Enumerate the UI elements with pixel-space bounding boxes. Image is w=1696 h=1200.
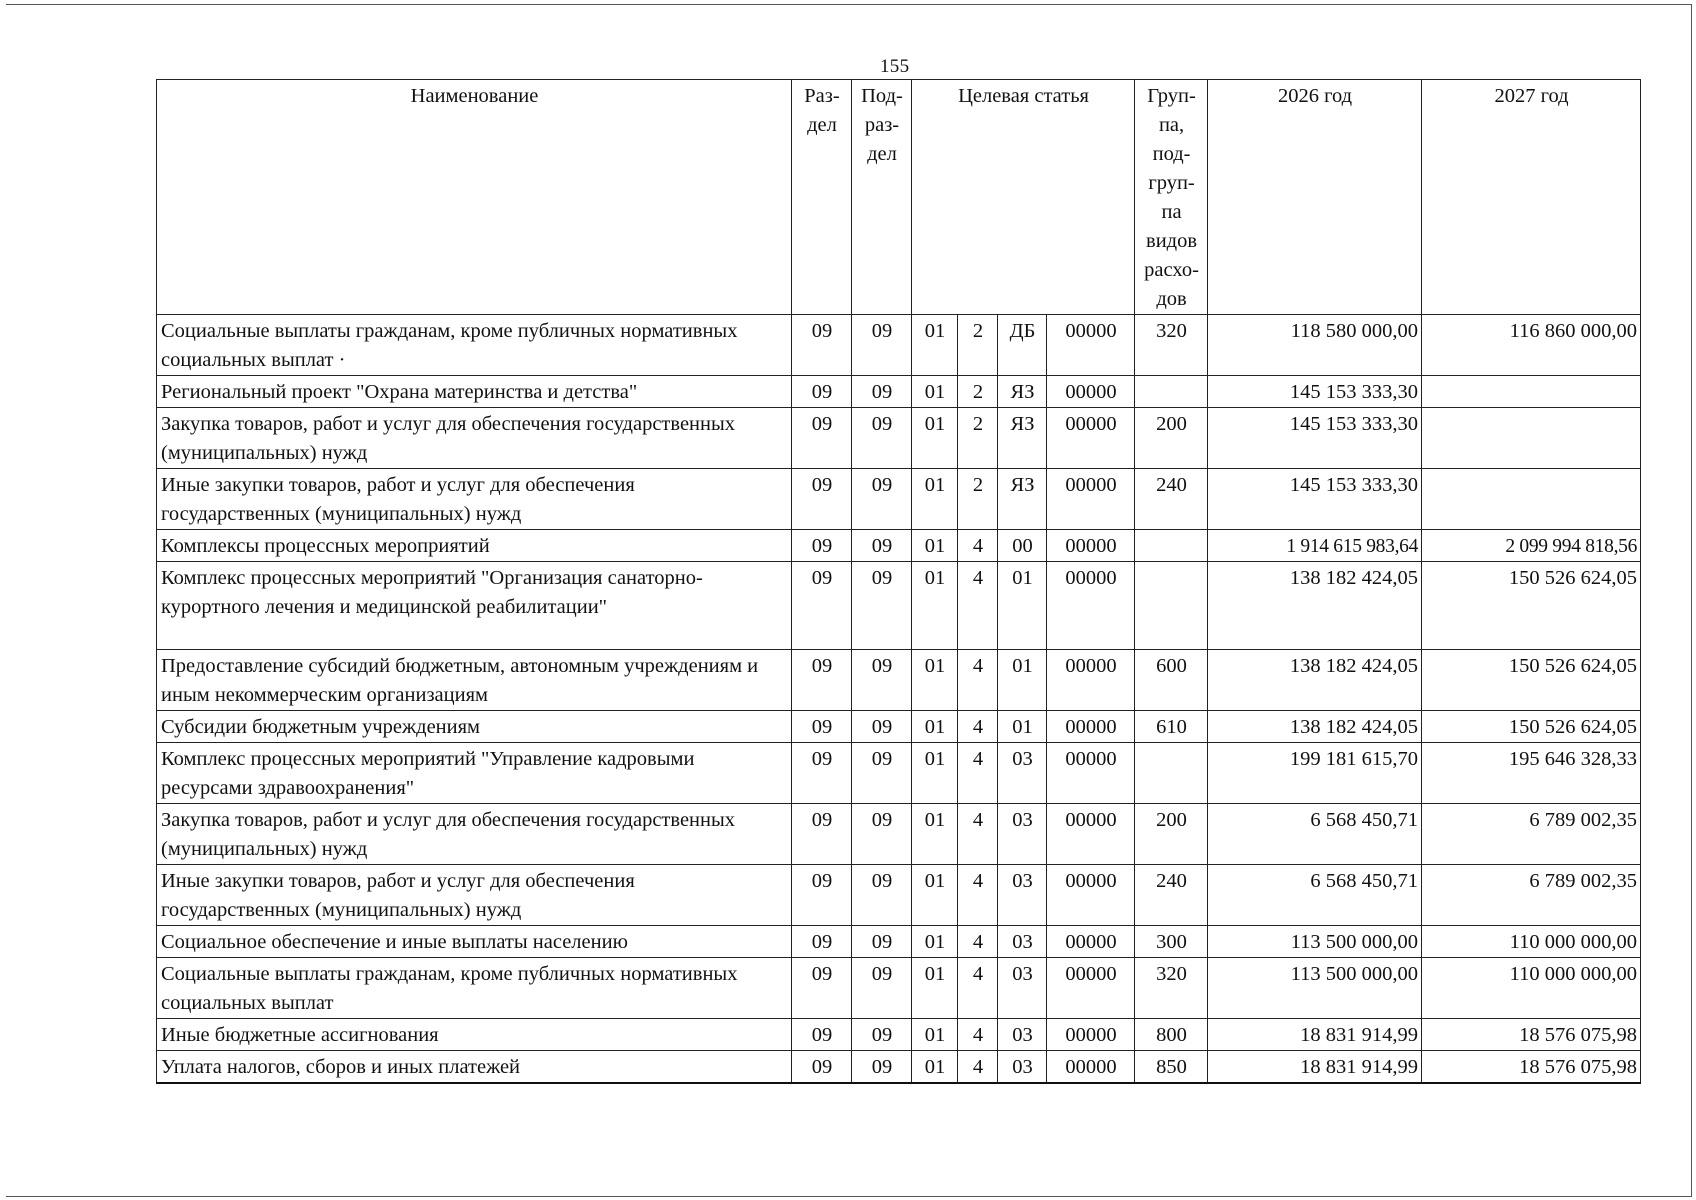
row-razdel: 09 (792, 530, 852, 562)
row-name: Региональный проект "Охрана материнства и детства" (157, 376, 792, 408)
table-row (157, 926, 1641, 958)
row-amount-2026: 18 831 914,99 (1208, 1019, 1422, 1051)
row-expense-group: 850 (1135, 1051, 1208, 1084)
row-podrazdel: 09 (852, 376, 912, 408)
row-amount-2026: 118 580 000,00 (1208, 315, 1422, 376)
row-cs-direction: 00000 (1047, 865, 1135, 926)
row-amount-2027: 18 576 075,98 (1422, 1051, 1641, 1084)
row-amount-2027: 150 526 624,05 (1422, 650, 1641, 711)
row-cs-direction: 00000 (1047, 530, 1135, 562)
row-cs-type: 4 (958, 711, 998, 743)
row-cs-project: 01 (998, 562, 1047, 650)
row-cs-project: 03 (998, 865, 1047, 926)
row-cs-type: 4 (958, 958, 998, 1019)
row-cs-program: 01 (912, 562, 958, 650)
row-razdel: 09 (792, 408, 852, 469)
row-podrazdel: 09 (852, 408, 912, 469)
header-razdel: Раз- дел (792, 80, 852, 315)
row-expense-group: 240 (1135, 469, 1208, 530)
row-amount-2026: 145 153 333,30 (1208, 376, 1422, 408)
table-row (157, 865, 1641, 926)
row-podrazdel: 09 (852, 926, 912, 958)
row-podrazdel: 09 (852, 1051, 912, 1084)
row-cs-program: 01 (912, 530, 958, 562)
table-row (157, 804, 1641, 865)
row-amount-2026: 138 182 424,05 (1208, 562, 1422, 650)
row-cs-type: 4 (958, 743, 998, 804)
table-row (157, 315, 1641, 376)
row-podrazdel: 09 (852, 469, 912, 530)
budget-table (156, 79, 1641, 1084)
row-podrazdel: 09 (852, 315, 912, 376)
row-name: Комплекс процессных мероприятий "Организация санаторно-курортного лечения и медицинской реабилитации" (157, 562, 792, 650)
table-row (157, 1051, 1641, 1084)
row-amount-2026: 6 568 450,71 (1208, 804, 1422, 865)
row-razdel: 09 (792, 804, 852, 865)
row-cs-direction: 00000 (1047, 743, 1135, 804)
row-amount-2027: 110 000 000,00 (1422, 958, 1641, 1019)
row-name: Комплексы процессных мероприятий (157, 530, 792, 562)
row-cs-project: ДБ (998, 315, 1047, 376)
row-podrazdel: 09 (852, 711, 912, 743)
row-cs-program: 01 (912, 1051, 958, 1084)
row-cs-type: 4 (958, 926, 998, 958)
row-cs-program: 01 (912, 865, 958, 926)
row-amount-2027: 2 099 994 818,56 (1422, 530, 1641, 562)
row-cs-direction: 00000 (1047, 1019, 1135, 1051)
row-razdel: 09 (792, 865, 852, 926)
row-amount-2027: 150 526 624,05 (1422, 711, 1641, 743)
table-row (157, 469, 1641, 530)
row-amount-2026: 113 500 000,00 (1208, 926, 1422, 958)
row-razdel: 09 (792, 650, 852, 711)
row-amount-2026: 18 831 914,99 (1208, 1051, 1422, 1084)
row-expense-group: 610 (1135, 711, 1208, 743)
row-name: Комплекс процессных мероприятий "Управление кадровыми ресурсами здравоохранения" (157, 743, 792, 804)
row-amount-2026: 113 500 000,00 (1208, 958, 1422, 1019)
row-razdel: 09 (792, 562, 852, 650)
row-expense-group: 600 (1135, 650, 1208, 711)
row-amount-2027: 150 526 624,05 (1422, 562, 1641, 650)
row-cs-type: 4 (958, 1019, 998, 1051)
row-name: Социальные выплаты гражданам, кроме публичных нормативных социальных выплат · (157, 315, 792, 376)
table-row (157, 958, 1641, 1019)
row-cs-type: 4 (958, 1051, 998, 1084)
row-razdel: 09 (792, 926, 852, 958)
row-amount-2027: 195 646 328,33 (1422, 743, 1641, 804)
row-amount-2027: 116 860 000,00 (1422, 315, 1641, 376)
row-cs-direction: 00000 (1047, 711, 1135, 743)
table-row (157, 376, 1641, 408)
row-razdel: 09 (792, 743, 852, 804)
row-cs-type: 4 (958, 865, 998, 926)
row-cs-project: 00 (998, 530, 1047, 562)
row-amount-2027 (1422, 376, 1641, 408)
row-cs-project: ЯЗ (998, 376, 1047, 408)
row-expense-group: 200 (1135, 804, 1208, 865)
row-cs-type: 4 (958, 650, 998, 711)
row-amount-2027 (1422, 469, 1641, 530)
row-cs-program: 01 (912, 650, 958, 711)
row-podrazdel: 09 (852, 530, 912, 562)
row-amount-2026: 6 568 450,71 (1208, 865, 1422, 926)
row-cs-project: 03 (998, 926, 1047, 958)
row-cs-direction: 00000 (1047, 926, 1135, 958)
row-cs-program: 01 (912, 469, 958, 530)
row-cs-direction: 00000 (1047, 469, 1135, 530)
row-expense-group: 300 (1135, 926, 1208, 958)
row-amount-2027: 6 789 002,35 (1422, 865, 1641, 926)
header-year-2027: 2027 год (1422, 80, 1641, 315)
row-cs-program: 01 (912, 408, 958, 469)
row-cs-type: 2 (958, 315, 998, 376)
row-amount-2026: 1 914 615 983,64 (1208, 530, 1422, 562)
row-name: Предоставление субсидий бюджетным, автономным учреждениям и иным некоммерческим организациям (157, 650, 792, 711)
row-cs-type: 4 (958, 562, 998, 650)
table-row (157, 1019, 1641, 1051)
row-razdel: 09 (792, 958, 852, 1019)
row-expense-group: 800 (1135, 1019, 1208, 1051)
row-name: Иные закупки товаров, работ и услуг для обеспечения государственных (муниципальных) нужд (157, 469, 792, 530)
row-podrazdel: 09 (852, 1019, 912, 1051)
row-amount-2026: 138 182 424,05 (1208, 711, 1422, 743)
row-cs-project: ЯЗ (998, 469, 1047, 530)
row-cs-program: 01 (912, 376, 958, 408)
header-target-article: Целевая статья (912, 80, 1135, 315)
row-cs-direction: 00000 (1047, 376, 1135, 408)
row-cs-program: 01 (912, 926, 958, 958)
row-name: Закупка товаров, работ и услуг для обеспечения государственных (муниципальных) нужд (157, 408, 792, 469)
row-cs-direction: 00000 (1047, 562, 1135, 650)
table-row (157, 743, 1641, 804)
row-expense-group (1135, 562, 1208, 650)
row-amount-2026: 145 153 333,30 (1208, 469, 1422, 530)
row-amount-2027: 110 000 000,00 (1422, 926, 1641, 958)
row-cs-program: 01 (912, 1019, 958, 1051)
row-razdel: 09 (792, 469, 852, 530)
row-podrazdel: 09 (852, 958, 912, 1019)
row-razdel: 09 (792, 1051, 852, 1084)
row-cs-type: 2 (958, 408, 998, 469)
row-cs-project: 03 (998, 1051, 1047, 1084)
row-podrazdel: 09 (852, 743, 912, 804)
table-row (157, 711, 1641, 743)
row-podrazdel: 09 (852, 804, 912, 865)
row-podrazdel: 09 (852, 562, 912, 650)
row-expense-group (1135, 376, 1208, 408)
row-cs-project: 03 (998, 804, 1047, 865)
row-amount-2027: 6 789 002,35 (1422, 804, 1641, 865)
row-expense-group: 240 (1135, 865, 1208, 926)
row-cs-program: 01 (912, 804, 958, 865)
row-cs-type: 4 (958, 530, 998, 562)
row-cs-type: 2 (958, 469, 998, 530)
row-name: Иные бюджетные ассигнования (157, 1019, 792, 1051)
row-cs-project: 01 (998, 650, 1047, 711)
row-cs-project: 03 (998, 958, 1047, 1019)
row-amount-2027: 18 576 075,98 (1422, 1019, 1641, 1051)
row-amount-2026: 138 182 424,05 (1208, 650, 1422, 711)
header-expense-group: Груп- па, под- груп- па видов расхо- дов (1135, 80, 1208, 315)
row-expense-group: 320 (1135, 958, 1208, 1019)
row-cs-program: 01 (912, 315, 958, 376)
table-row (157, 562, 1641, 650)
row-cs-direction: 00000 (1047, 804, 1135, 865)
header-podrazdel: Под- раз- дел (852, 80, 912, 315)
row-cs-program: 01 (912, 711, 958, 743)
row-cs-program: 01 (912, 743, 958, 804)
row-name: Субсидии бюджетным учреждениям (157, 711, 792, 743)
row-amount-2026: 145 153 333,30 (1208, 408, 1422, 469)
row-cs-direction: 00000 (1047, 408, 1135, 469)
header-year-2026: 2026 год (1208, 80, 1422, 315)
row-cs-direction: 00000 (1047, 1051, 1135, 1084)
row-razdel: 09 (792, 315, 852, 376)
row-cs-type: 2 (958, 376, 998, 408)
row-cs-project: ЯЗ (998, 408, 1047, 469)
header-name: Наименование (157, 80, 792, 315)
table-row (157, 530, 1641, 562)
row-expense-group (1135, 743, 1208, 804)
row-amount-2027 (1422, 408, 1641, 469)
row-expense-group: 320 (1135, 315, 1208, 376)
row-cs-project: 03 (998, 743, 1047, 804)
row-cs-project: 01 (998, 711, 1047, 743)
table-row (157, 408, 1641, 469)
row-razdel: 09 (792, 1019, 852, 1051)
row-expense-group (1135, 530, 1208, 562)
row-name: Социальные выплаты гражданам, кроме публичных нормативных социальных выплат (157, 958, 792, 1019)
row-name: Социальное обеспечение и иные выплаты населению (157, 926, 792, 958)
row-amount-2026: 199 181 615,70 (1208, 743, 1422, 804)
row-name: Иные закупки товаров, работ и услуг для обеспечения государственных (муниципальных) нужд (157, 865, 792, 926)
row-cs-direction: 00000 (1047, 958, 1135, 1019)
row-cs-type: 4 (958, 804, 998, 865)
row-podrazdel: 09 (852, 650, 912, 711)
row-cs-direction: 00000 (1047, 650, 1135, 711)
row-cs-project: 03 (998, 1019, 1047, 1051)
page-number: 155 (880, 56, 910, 77)
row-expense-group: 200 (1135, 408, 1208, 469)
row-razdel: 09 (792, 376, 852, 408)
row-name: Уплата налогов, сборов и иных платежей (157, 1051, 792, 1084)
row-podrazdel: 09 (852, 865, 912, 926)
header-row (157, 80, 1641, 315)
row-name: Закупка товаров, работ и услуг для обеспечения государственных (муниципальных) нужд (157, 804, 792, 865)
table-row (157, 650, 1641, 711)
row-razdel: 09 (792, 711, 852, 743)
row-cs-direction: 00000 (1047, 315, 1135, 376)
row-cs-program: 01 (912, 958, 958, 1019)
